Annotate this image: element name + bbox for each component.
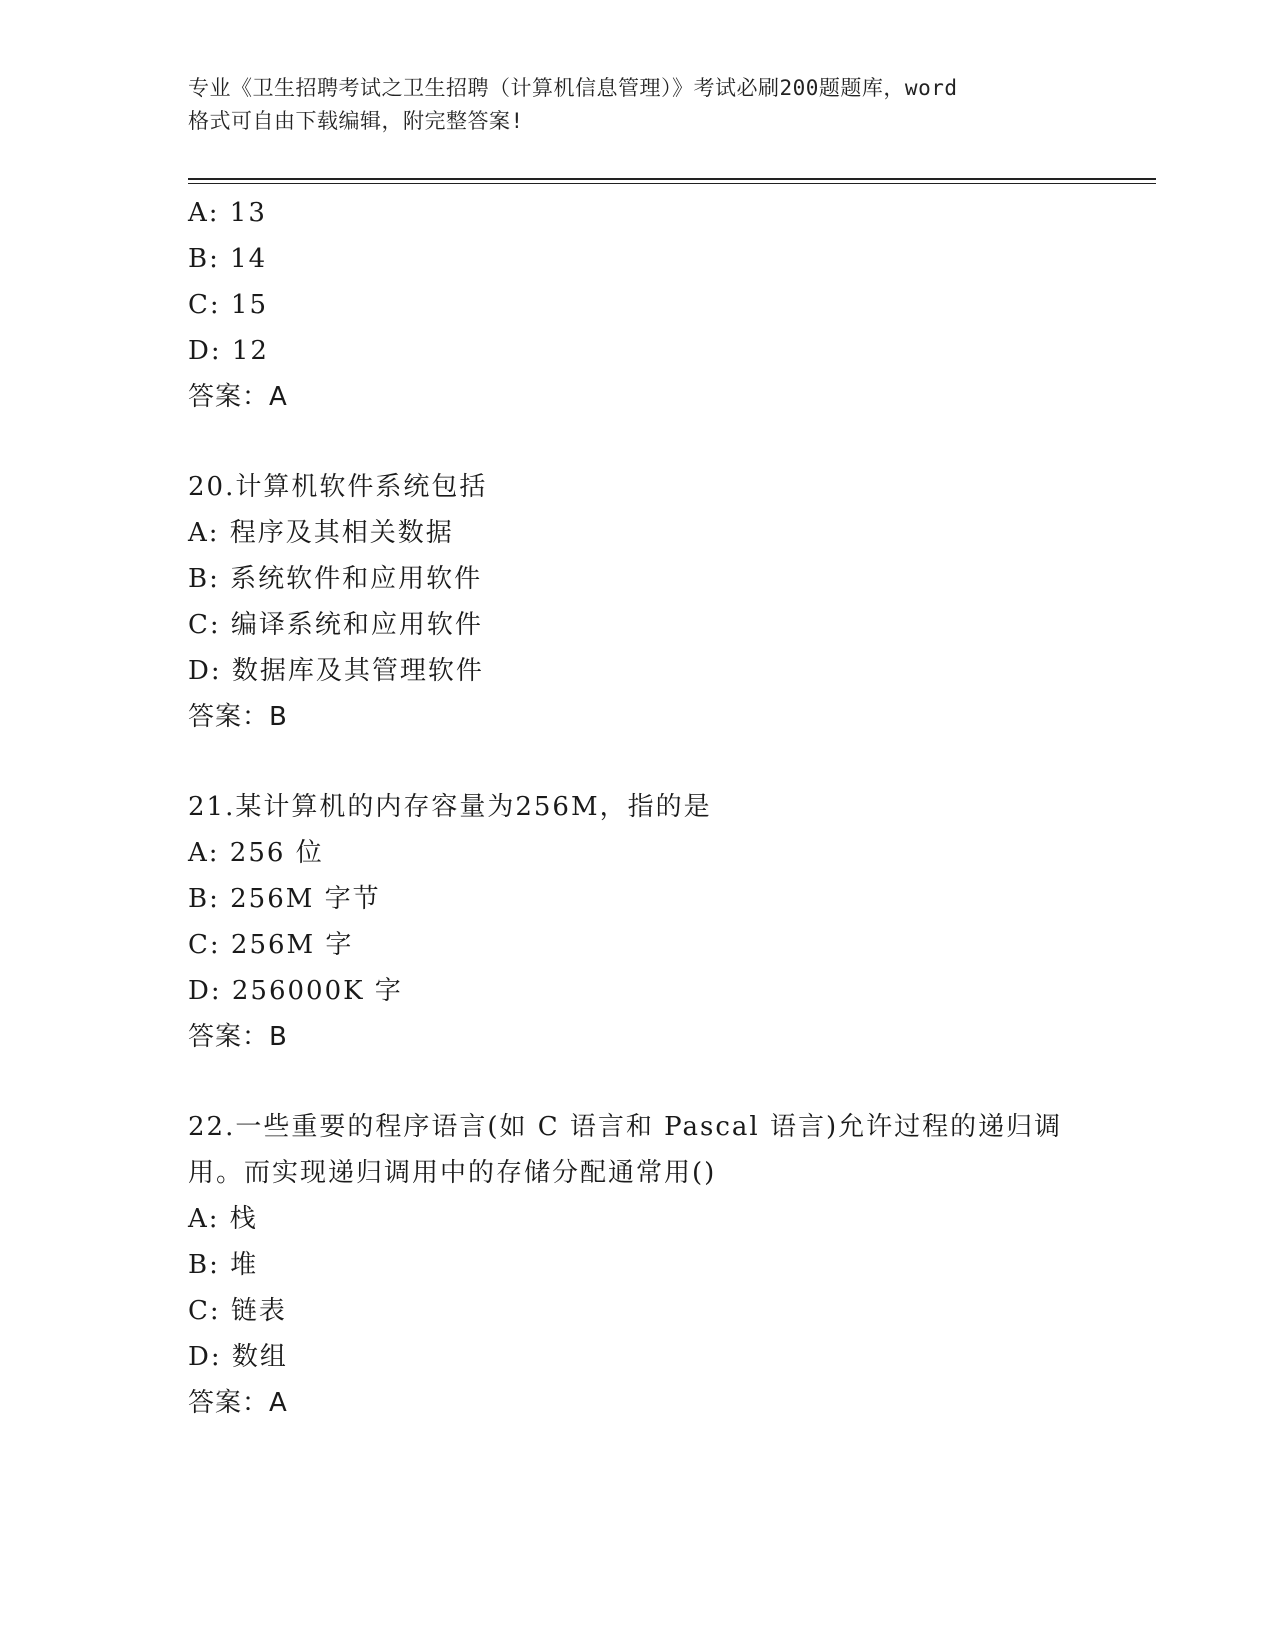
option-c: C: 15: [188, 290, 269, 320]
block-spacer: [188, 1060, 1088, 1104]
option-a: A: 程序及其相关数据: [188, 518, 454, 548]
question-block: [188, 464, 1088, 740]
header-divider-thick: [188, 178, 1156, 180]
option-b: B: 256M 字节: [188, 884, 381, 914]
question-text-line-2: 用。而实现递归调用中的存储分配通常用(): [188, 1158, 717, 1188]
option-a: A: 栈: [188, 1204, 258, 1234]
answer-line: 答案：A: [188, 1388, 288, 1418]
question-text: 20.计算机软件系统包括: [188, 472, 488, 502]
block-spacer: [188, 740, 1088, 784]
option-a: A: 13: [188, 198, 267, 228]
option-b: B: 堆: [188, 1250, 259, 1280]
header-title-line-1: 专业《卫生招聘考试之卫生招聘（计算机信息管理）》考试必刷200题题库，word: [188, 76, 958, 100]
question-text: 21.某计算机的内存容量为256M，指的是: [188, 792, 712, 822]
option-a: A: 256 位: [188, 838, 324, 868]
option-c: C: 256M 字: [188, 930, 354, 960]
question-list: [188, 190, 1088, 1426]
document-header: [188, 72, 1088, 138]
header-title-line-2: 格式可自由下载编辑，附完整答案!: [188, 109, 524, 133]
option-d: D: 256000K 字: [188, 976, 403, 1006]
option-c: C: 链表: [188, 1296, 287, 1326]
option-d: D: 12: [188, 336, 269, 366]
option-c: C: 编译系统和应用软件: [188, 610, 483, 640]
question-block: [188, 190, 1088, 420]
answer-line: 答案：B: [188, 702, 288, 732]
question-block: [188, 784, 1088, 1060]
question-block: [188, 1104, 1088, 1426]
option-d: D: 数组: [188, 1342, 288, 1372]
option-b: B: 系统软件和应用软件: [188, 564, 483, 594]
block-spacer: [188, 420, 1088, 464]
answer-line: 答案：B: [188, 1022, 288, 1052]
question-text-line-1: 22.一些重要的程序语言(如 C 语言和 Pascal 语言)允许过程的递归调: [188, 1112, 1063, 1142]
option-b: B: 14: [188, 244, 268, 274]
answer-line: 答案：A: [188, 382, 288, 412]
header-divider-thin: [188, 183, 1156, 184]
option-d: D: 数据库及其管理软件: [188, 656, 484, 686]
